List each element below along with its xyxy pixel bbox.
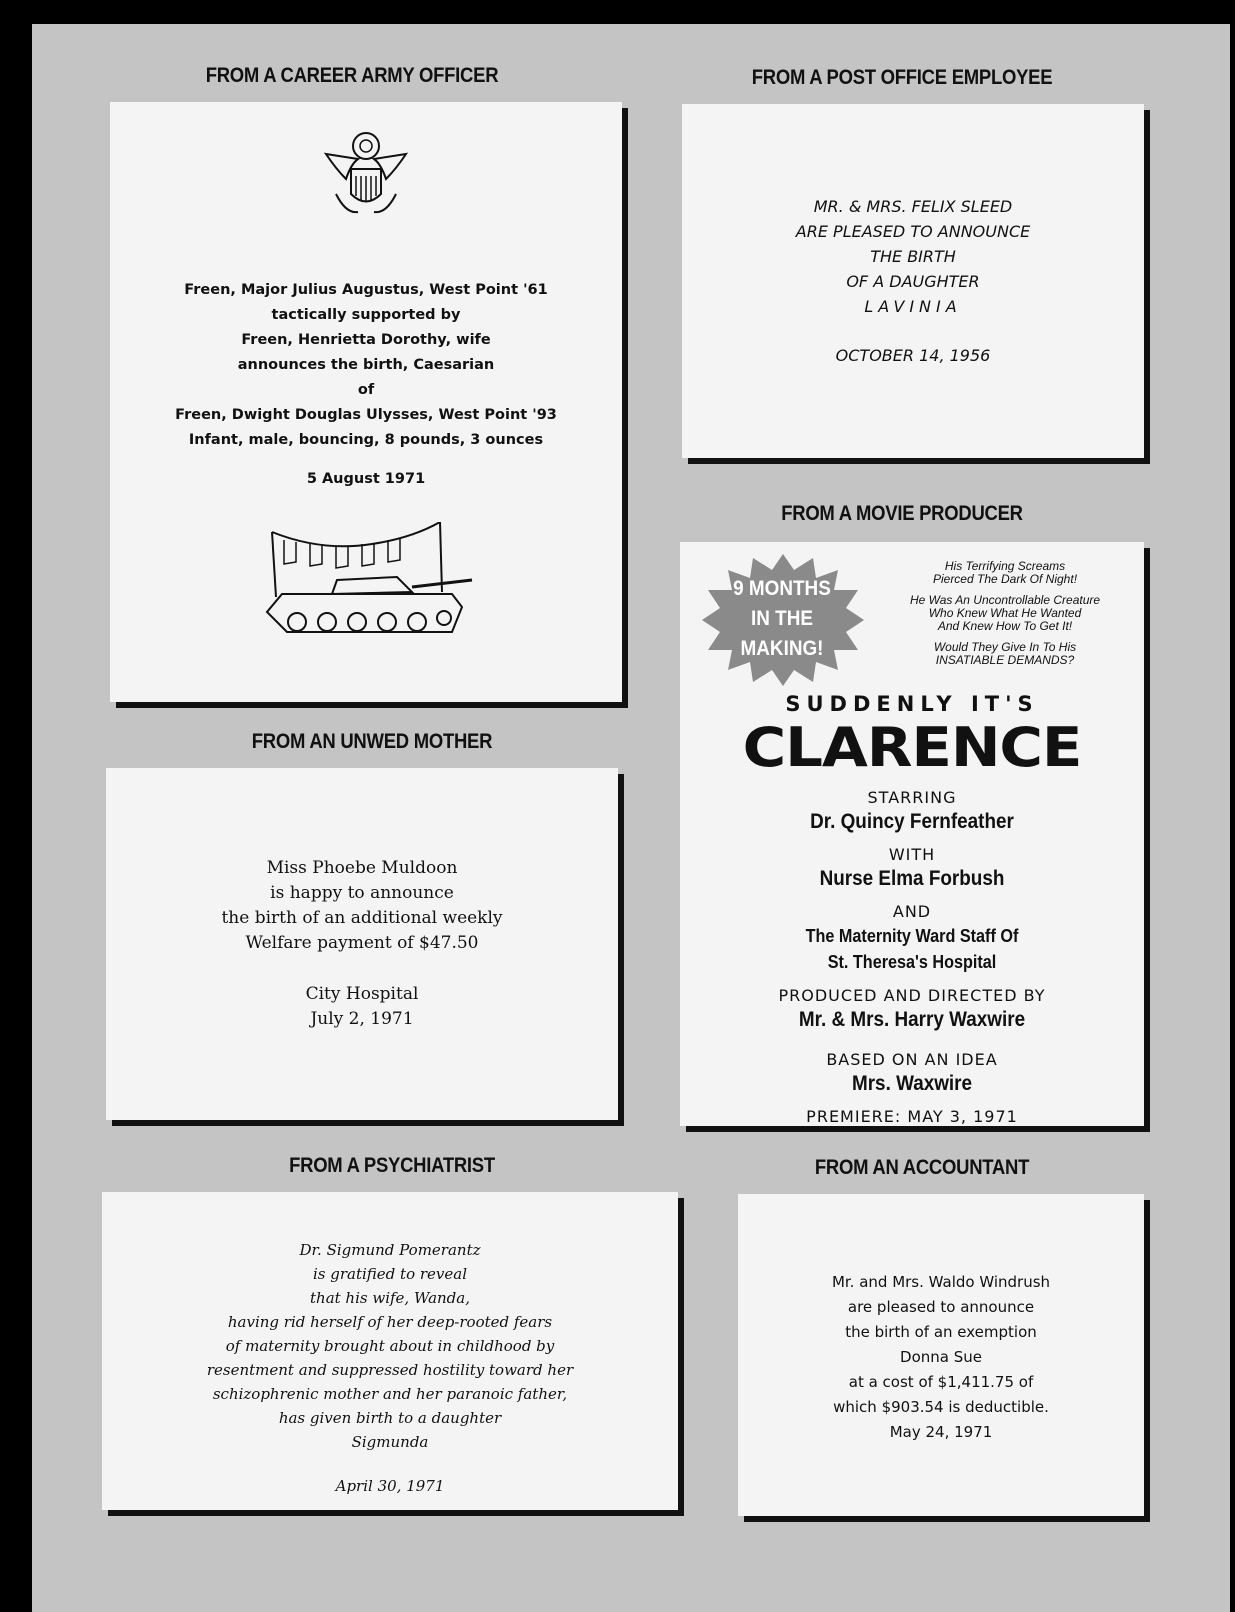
psych-date: April 30, 1971 <box>335 1477 445 1495</box>
army-line: Freen, Dwight Douglas Ulysses, West Point '93 <box>175 407 557 423</box>
movie-based: BASED ON AN IDEA <box>826 1050 998 1069</box>
tagline-line: Pierced The Dark Of Night! <box>932 572 1078 586</box>
magazine-page <box>32 24 1230 1612</box>
psych-line: schizophrenic mother and her paranoic father, <box>212 1385 568 1403</box>
movie-staff-line2: St. Theresa's Hospital <box>827 952 997 972</box>
army-date: 5 August 1971 <box>306 471 426 487</box>
heading-psych: FROM A PSYCHIATRIST <box>289 1154 495 1177</box>
army-line: Infant, male, bouncing, 8 pounds, 3 ounces <box>188 432 544 448</box>
post-line: MR. & MRS. FELIX SLEED <box>813 197 1013 216</box>
tagline-line: INSATIABLE DEMANDS? <box>935 653 1075 667</box>
psych-line: Sigmunda <box>351 1433 429 1451</box>
psych-line: having rid herself of her deep-rooted fears <box>227 1313 553 1331</box>
tagline-line: His Terrifying Screams <box>944 559 1066 573</box>
psych-line: of maternity brought about in childhood by <box>225 1337 555 1355</box>
army-line: Freen, Henrietta Dorothy, wife <box>241 332 491 348</box>
post-line: ARE PLEASED TO ANNOUNCE <box>795 222 1031 241</box>
tank-drawing-icon <box>262 522 482 652</box>
card-acct <box>738 1194 1144 1516</box>
post-line: THE BIRTH <box>870 247 956 266</box>
movie-suddenly: SUDDENLY IT'S <box>785 692 1039 716</box>
unwed-text <box>106 856 618 1032</box>
card-post <box>682 104 1144 458</box>
movie-starring: STARRING <box>867 788 957 807</box>
army-line: tactically supported by <box>271 307 461 323</box>
unwed-line: Welfare payment of $47.50 <box>245 933 479 953</box>
movie-costar: Nurse Elma Forbush <box>819 867 1005 890</box>
heading-post: FROM A POST OFFICE EMPLOYEE <box>751 66 1053 89</box>
tagline-line: Would They Give In To His <box>933 640 1077 654</box>
burst-line: 9 MONTHS <box>733 577 831 600</box>
psych-line: that his wife, Wanda, <box>310 1289 470 1307</box>
heading-unwed: FROM AN UNWED MOTHER <box>251 730 493 753</box>
movie-title: CLARENCE <box>742 716 1082 779</box>
movie-producers: Mr. & Mrs. Harry Waxwire <box>798 1008 1026 1031</box>
card-army <box>110 102 622 702</box>
tagline-line: And Knew How To Get It! <box>937 619 1073 633</box>
army-text <box>110 278 622 492</box>
acct-line: the birth of an exemption <box>845 1323 1037 1341</box>
psych-line: resentment and suppressed hostility toward her <box>206 1361 574 1379</box>
acct-text <box>738 1270 1144 1445</box>
tagline-line: Who Knew What He Wanted <box>928 606 1082 620</box>
acct-line: Donna Sue <box>900 1348 982 1366</box>
army-line: Freen, Major Julius Augustus, West Point '61 <box>184 282 548 298</box>
tagline-line: He Was An Uncontrollable Creature <box>909 593 1101 607</box>
army-line: announces the birth, Caesarian <box>237 357 495 373</box>
unwed-date: July 2, 1971 <box>310 1009 414 1029</box>
post-line: OF A DAUGHTER <box>846 272 980 291</box>
post-text <box>682 194 1144 368</box>
post-date: OCTOBER 14, 1956 <box>835 346 991 365</box>
acct-line: Mr. and Mrs. Waldo Windrush <box>831 1273 1051 1291</box>
psych-text <box>102 1238 678 1498</box>
heading-movie: FROM A MOVIE PRODUCER <box>781 502 1023 525</box>
unwed-line: is happy to announce <box>270 883 454 903</box>
burst-text <box>710 574 854 664</box>
unwed-line: Miss Phoebe Muldoon <box>266 858 458 878</box>
unwed-line: the birth of an additional weekly <box>221 908 503 928</box>
card-psych <box>102 1192 678 1510</box>
movie-idea: Mrs. Waxwire <box>851 1072 973 1095</box>
acct-line: which $903.54 is deductible. <box>833 1398 1049 1416</box>
acct-line: May 24, 1971 <box>889 1423 993 1441</box>
burst-line: MAKING! <box>740 637 824 660</box>
movie-premiere: PREMIERE: MAY 3, 1971 <box>806 1107 1018 1126</box>
psych-line: is gratified to reveal <box>312 1265 468 1283</box>
psych-line: Dr. Sigmund Pomerantz <box>299 1241 481 1259</box>
acct-line: are pleased to announce <box>847 1298 1035 1316</box>
acct-line: at a cost of $1,411.75 of <box>848 1373 1034 1391</box>
post-daughter-name: LAVINIA <box>864 297 962 316</box>
card-movie <box>680 542 1144 1126</box>
movie-with: WITH <box>888 845 936 864</box>
movie-produced: PRODUCED AND DIRECTED BY <box>778 986 1046 1005</box>
movie-staff-line1: The Maternity Ward Staff Of <box>805 926 1019 946</box>
unwed-place: City Hospital <box>305 984 419 1004</box>
psych-line: has given birth to a daughter <box>278 1409 502 1427</box>
eagle-seal-icon <box>316 124 416 224</box>
movie-taglines <box>880 560 1130 667</box>
army-line: of <box>357 382 375 398</box>
movie-and: AND <box>892 902 932 921</box>
movie-star: Dr. Quincy Fernfeather <box>810 810 1014 833</box>
burst-line: IN THE <box>751 607 813 630</box>
card-unwed <box>106 768 618 1120</box>
heading-acct: FROM AN ACCOUNTANT <box>814 1156 1030 1179</box>
heading-army: FROM A CAREER ARMY OFFICER <box>205 64 499 87</box>
